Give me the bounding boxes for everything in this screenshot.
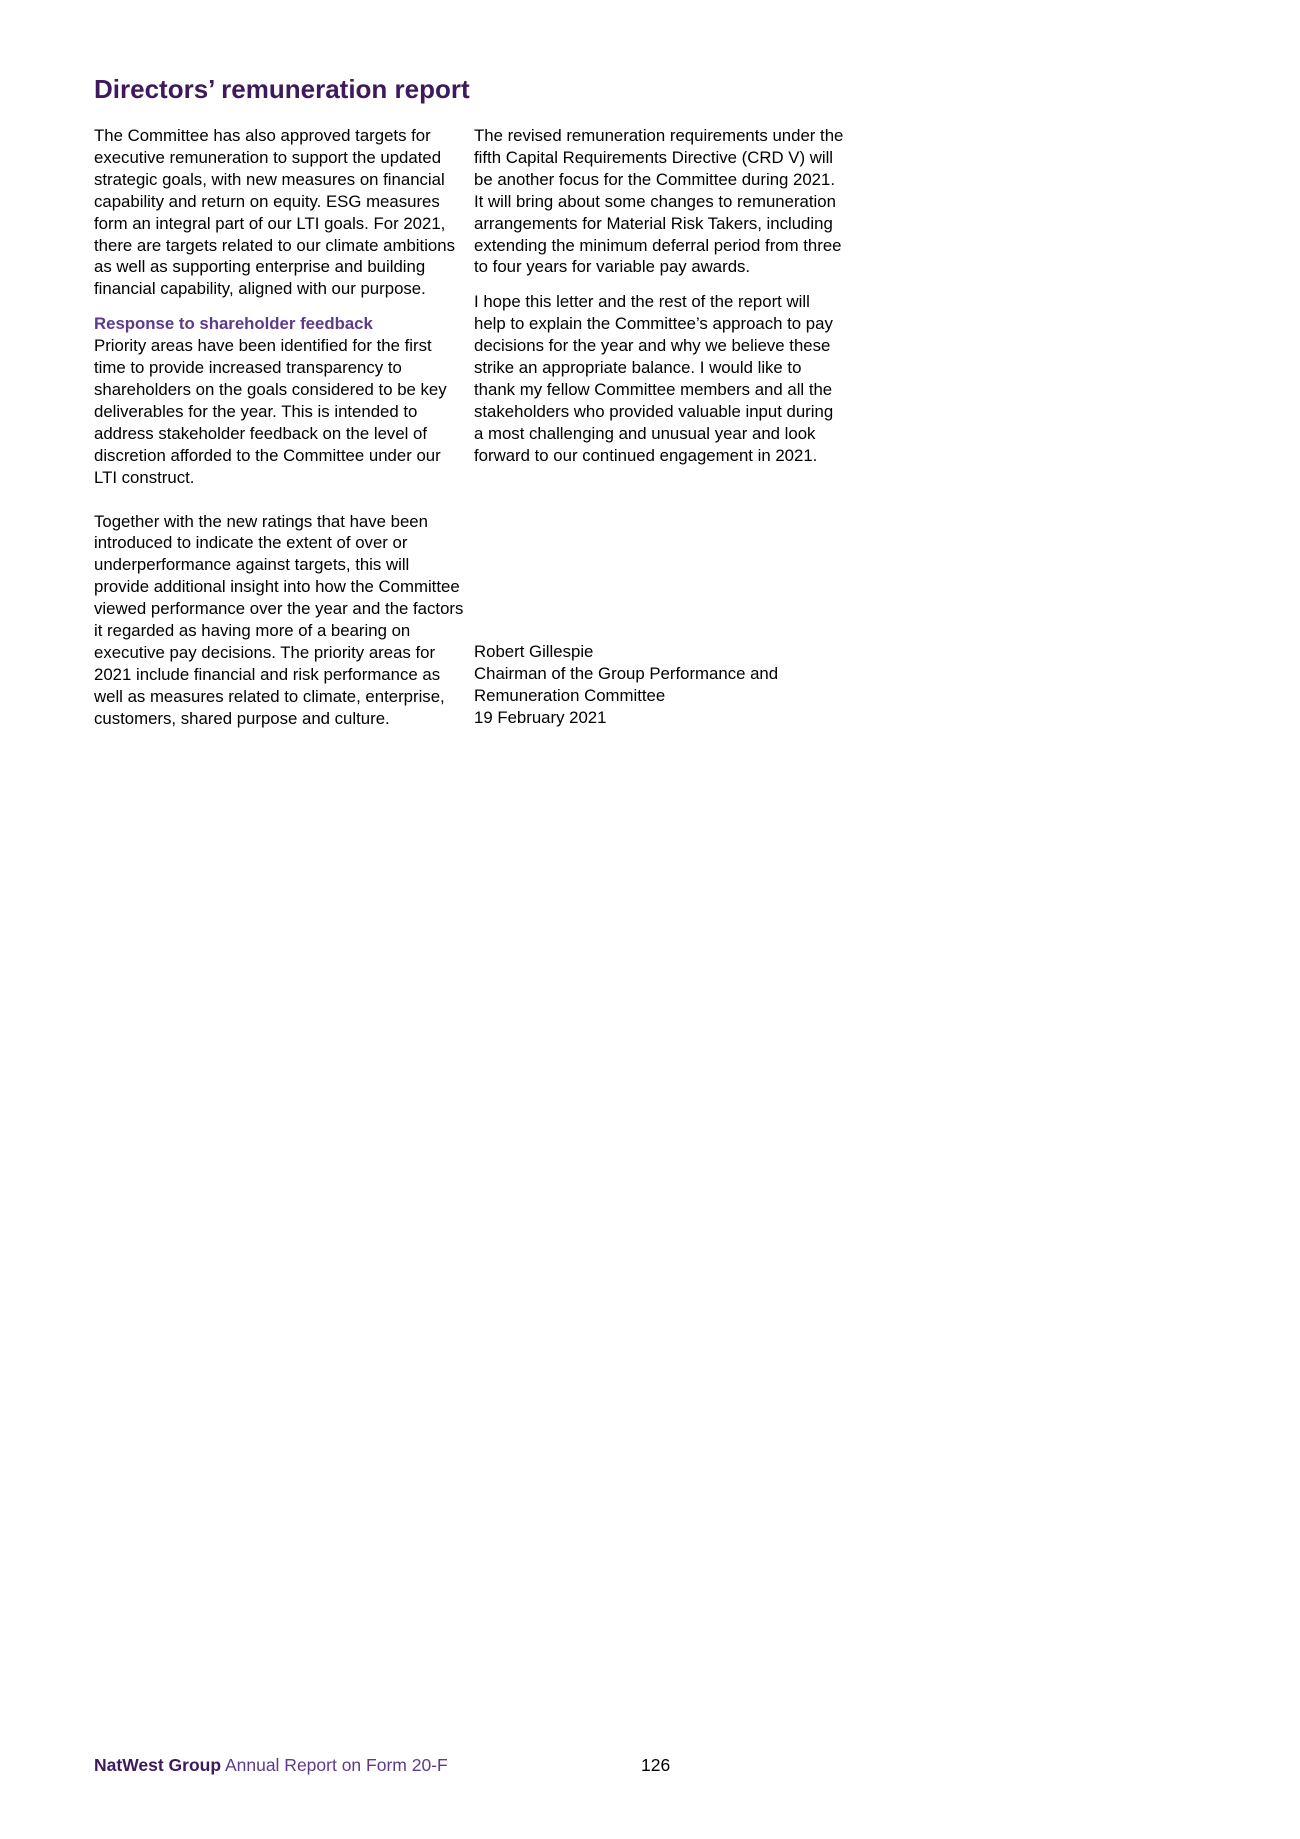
signatory-name: Robert Gillespie xyxy=(474,642,594,661)
right-paragraph-2: I hope this letter and the rest of the report will help to explain the Committee’s approach to pay decisions for the year and why we believe these strike an appropriate balance. I would like to thank my fellow Committee members and all the stakeholders who provided valuable input during a most challenging and unusual year and look forward to our continued engagement in 2021. xyxy=(474,292,834,465)
section-subheading: Response to shareholder feedback xyxy=(94,314,373,334)
left-paragraph-1: The Committee has also approved targets for executive remuneration to support the updated strategic goals, with new measures on financial capability and return on equity. ESG measures form an integral part of our LTI goals. For 2021, there are targets related to our climate ambitions as well as supporting enterprise and building financial capability, aligned with our purpose. xyxy=(94,126,455,299)
right-paragraph-1: The revised remuneration requirements under the fifth Capital Requirements Directive (CRD V) will be another focus for the Committee during 2021. It will bring about some changes to remuneration arrangements for Material Risk Takers, including extending the minimum deferral period from three to four years for variable pay awards. xyxy=(474,126,844,277)
signatory-role-line-2: Remuneration Committee xyxy=(474,685,666,705)
left-paragraph-3: Together with the new ratings that have been introduced to indicate the extent of over or underperformance against targets, this will provide additional insight into how the Committee viewed performance over the year and the factors it regarded as having more of a bearing on executive pay decisions. The priority areas for 2021 include financial and risk performance as well as measures related to climate, enterprise, customers, shared purpose and culture. xyxy=(94,511,464,728)
footer-brand: NatWest Group xyxy=(94,1755,222,1775)
page-number: 126 xyxy=(641,1755,671,1775)
left-column xyxy=(94,125,466,743)
signoff-date: 19 February 2021 xyxy=(474,707,607,727)
left-paragraph-2: Priority areas have been identified for the first time to provide increased transparency to shareholders on the goals considered to be key deliverables for the year. This is intended to address stakeholder feedback on the level of discretion afforded to the Committee under our LTI construct. xyxy=(94,336,447,487)
right-column xyxy=(474,125,846,480)
signatory-role-line-1: Chairman of the Group Performance and xyxy=(474,663,779,683)
signoff-block xyxy=(474,641,778,729)
page-title: Directors’ remuneration report xyxy=(94,74,470,104)
footer-document-title: Annual Report on Form 20-F xyxy=(224,1755,448,1775)
footer xyxy=(94,1755,448,1776)
